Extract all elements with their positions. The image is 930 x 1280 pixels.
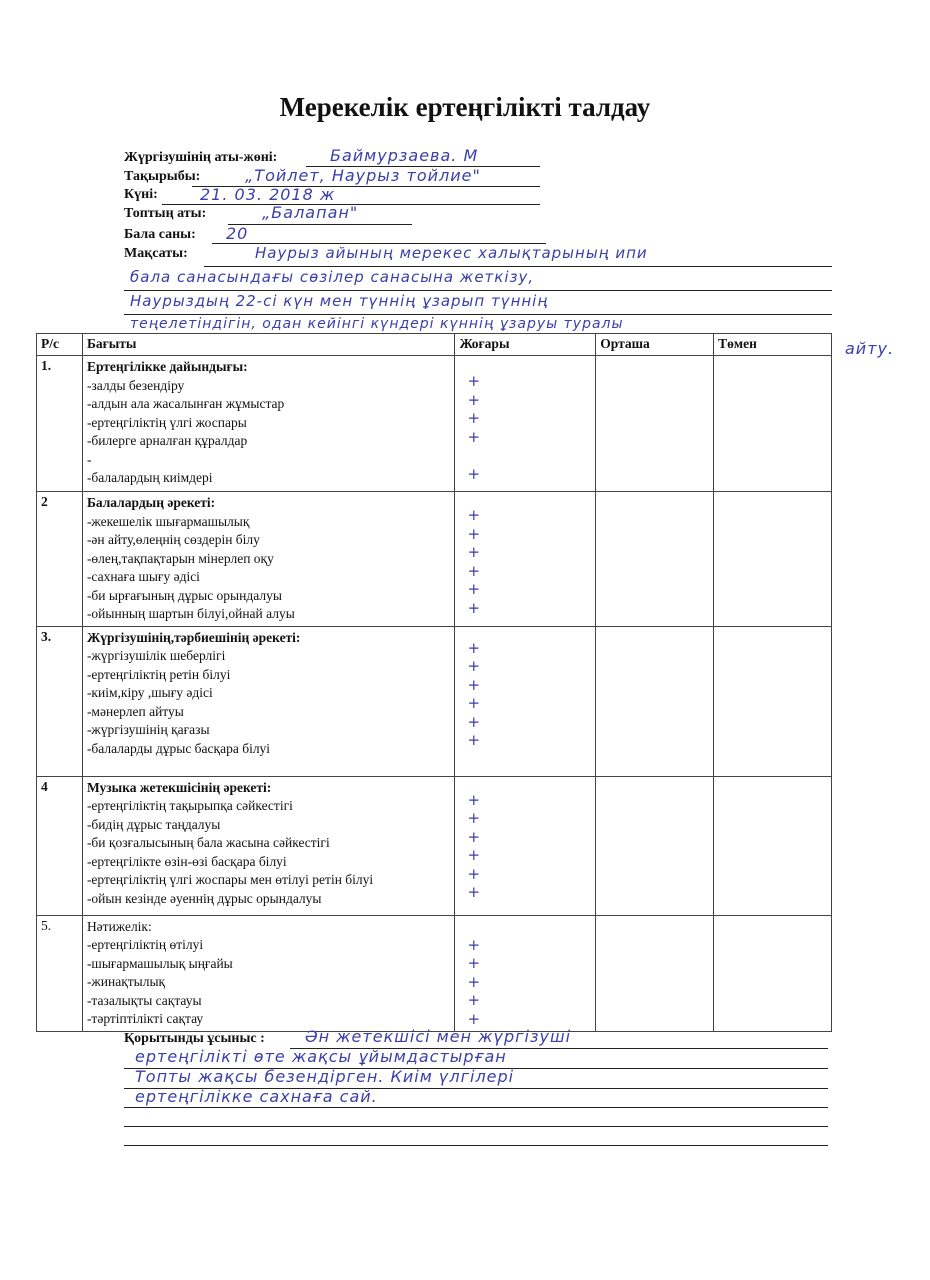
high-marks bbox=[455, 626, 596, 776]
conclusion-text-1: Ән жетекшісі мен жүргізуші bbox=[305, 1027, 572, 1046]
plus-mark: + bbox=[467, 543, 481, 561]
list-item: -ертеңгілікте өзін-өзі басқара білуі bbox=[86, 853, 287, 869]
aim-margin-text: айту. bbox=[845, 339, 895, 358]
list-item: -алдын ала жасалынған жұмыстар bbox=[86, 396, 285, 411]
list-item: -тазалықты сақтауы bbox=[86, 992, 202, 1008]
plus-mark: + bbox=[467, 524, 481, 543]
section-title: Жүргізушінің,тәрбиешінің әрекеті: bbox=[86, 629, 301, 645]
page-title: Мерекелік ертеңгілікті талдау bbox=[279, 92, 651, 122]
list-item: -киім,кіру ,шығу әдісі bbox=[86, 685, 213, 700]
table-row bbox=[37, 626, 832, 776]
medium-marks bbox=[596, 492, 714, 627]
medium-marks bbox=[596, 776, 714, 915]
list-item: -өлең,тақпақтарын мінерлеп оқу bbox=[86, 550, 274, 566]
conclusion-line-6 bbox=[124, 1145, 828, 1146]
plus-mark: + bbox=[467, 580, 481, 598]
row-direction bbox=[82, 492, 455, 627]
low-marks bbox=[714, 492, 832, 627]
conclusion-label: Қорытынды ұсыныс : bbox=[124, 1031, 265, 1046]
list-item: -ойынның шартын білуі,ойнай алуы bbox=[86, 606, 295, 621]
high-marks bbox=[455, 915, 596, 1031]
row-direction bbox=[82, 915, 455, 1031]
date-value: 21. 03. 2018 ж bbox=[200, 185, 336, 204]
plus-mark: + bbox=[467, 561, 481, 580]
plus-mark: + bbox=[467, 790, 481, 809]
list-item: -би қозғалысының бала жасына сәйкестігі bbox=[86, 835, 330, 850]
evaluation-table bbox=[36, 333, 832, 1032]
aim-text-2: бала санасындағы сөзілер санасына жеткізу, bbox=[130, 268, 535, 286]
group-value: „Балапан" bbox=[262, 203, 359, 222]
list-item: - bbox=[86, 451, 92, 467]
list-item: -билерге арналған құралдар bbox=[86, 433, 248, 448]
list-item: -ертеңгіліктің үлгі жоспары мен өтілуі ретін білуі bbox=[86, 872, 374, 887]
list-item: -тәртіптілікті сақтау bbox=[86, 1011, 204, 1026]
plus-mark: + bbox=[467, 427, 481, 446]
conclusion-line-4 bbox=[124, 1107, 828, 1108]
list-item: -балалардың киімдері bbox=[86, 470, 213, 485]
children-label: Бала саны: bbox=[124, 227, 196, 242]
topic-value: „Тойлет, Наурыз тойлие" bbox=[245, 166, 481, 185]
list-item: -сахнаға шығу әдісі bbox=[86, 569, 200, 584]
table-row bbox=[37, 776, 832, 915]
header-num: Р/с bbox=[37, 334, 83, 356]
plus-mark: + bbox=[467, 846, 481, 864]
conclusion-line-5 bbox=[124, 1126, 828, 1127]
high-marks bbox=[455, 776, 596, 915]
list-item: -бидің дұрыс таңдалуы bbox=[86, 816, 221, 832]
plus-mark: + bbox=[467, 954, 481, 972]
high-marks bbox=[455, 492, 596, 627]
children-value: 20 bbox=[226, 224, 249, 243]
section-title: Балалардың әрекеті: bbox=[86, 495, 216, 510]
row-direction bbox=[82, 356, 455, 492]
low-marks bbox=[714, 356, 832, 492]
plus-mark: + bbox=[467, 827, 481, 846]
conclusion-text-3: Топты жақсы безендірген. Киім үлгілері bbox=[135, 1067, 515, 1086]
aim-line-1 bbox=[204, 266, 832, 267]
section-title: Нәтижелік: bbox=[86, 918, 152, 934]
plus-mark: + bbox=[467, 991, 481, 1009]
plus-mark: + bbox=[467, 657, 481, 675]
list-item: -ертеңгіліктің үлгі жоспары bbox=[86, 414, 247, 430]
list-item: -жүргізушілік шеберлігі bbox=[86, 648, 226, 663]
low-marks bbox=[714, 626, 832, 776]
header-medium: Орташа bbox=[596, 334, 714, 356]
list-item: -балаларды дұрыс басқара білуі bbox=[86, 740, 271, 756]
topic-label: Тақырыбы: bbox=[124, 169, 201, 184]
header-high: Жоғары bbox=[455, 334, 596, 356]
row-num: 5. bbox=[37, 915, 83, 1031]
plus-mark: + bbox=[467, 506, 481, 524]
aim-text-4: теңелетіндігін, одан кейінгі күндері күннің ұзаруы туралы bbox=[130, 316, 624, 332]
plus-mark: + bbox=[467, 390, 481, 409]
plus-mark: + bbox=[467, 598, 481, 617]
list-item: -шығармашылық ыңғайы bbox=[86, 955, 233, 971]
aim-line-3 bbox=[124, 314, 832, 315]
table-header-row bbox=[37, 334, 832, 356]
plus-mark: + bbox=[467, 638, 481, 657]
plus-mark: + bbox=[467, 809, 481, 827]
low-marks bbox=[714, 776, 832, 915]
section-title: Музыка жетекшісінің әрекеті: bbox=[86, 779, 272, 795]
list-item: -ертеңгіліктің ретін білуі bbox=[86, 666, 231, 682]
header-direction: Бағыты bbox=[82, 334, 455, 356]
list-item: -ойын кезінде әуеннің дұрыс орындалуы bbox=[86, 890, 322, 906]
plus-mark: + bbox=[467, 409, 481, 427]
list-item: -ертеңгіліктің тақырыпқа сәйкестігі bbox=[86, 798, 293, 813]
aim-line-2 bbox=[124, 290, 832, 291]
row-num: 2 bbox=[37, 492, 83, 627]
list-item: -жинақтылық bbox=[86, 974, 166, 989]
group-label: Топтың аты: bbox=[124, 206, 207, 221]
table-row bbox=[37, 915, 832, 1031]
row-direction bbox=[82, 626, 455, 776]
table-row bbox=[37, 492, 832, 627]
group-line bbox=[228, 224, 412, 225]
conclusion-text-2: ертеңгілікті өте жақсы ұйымдастырған bbox=[135, 1047, 507, 1066]
section-title: Ертеңгілікке дайындығы: bbox=[86, 359, 248, 374]
header-low: Төмен bbox=[714, 334, 832, 356]
plus-mark: + bbox=[467, 675, 481, 694]
row-num: 1. bbox=[37, 356, 83, 492]
leader-label: Жүргізушінің аты-жөні: bbox=[124, 150, 278, 165]
medium-marks bbox=[596, 626, 714, 776]
low-marks bbox=[714, 915, 832, 1031]
list-item: -ән айту,өлеңнің сөздерін білу bbox=[86, 532, 260, 547]
date-label: Күні: bbox=[124, 187, 158, 202]
list-item: -би ырғағының дұрыс орындалуы bbox=[86, 587, 282, 603]
row-num: 3. bbox=[37, 626, 83, 776]
medium-marks bbox=[596, 915, 714, 1031]
list-item: -ертеңгіліктің өтілуі bbox=[86, 937, 204, 952]
aim-text-1: Наурыз айының мерекес халықтарының ипи bbox=[255, 244, 648, 262]
leader-value: Баймурзаева. М bbox=[330, 146, 479, 165]
plus-mark: + bbox=[467, 883, 481, 901]
plus-mark: + bbox=[467, 694, 481, 712]
medium-marks bbox=[596, 356, 714, 492]
list-item: -залды безендіру bbox=[86, 377, 185, 393]
high-marks bbox=[455, 356, 596, 492]
conclusion-text-4: ертеңгілікке сахнаға сай. bbox=[135, 1087, 378, 1106]
table-row bbox=[37, 356, 832, 492]
plus-mark: + bbox=[467, 731, 481, 749]
plus-mark: + bbox=[467, 864, 481, 883]
plus-mark: + bbox=[467, 972, 481, 991]
list-item: -мәнерлеп айтуы bbox=[86, 703, 184, 719]
list-item: -жекешелік шығармашылық bbox=[86, 513, 250, 529]
plus-mark: + bbox=[467, 372, 481, 390]
plus-mark: + bbox=[467, 712, 481, 731]
aim-label: Мақсаты: bbox=[124, 246, 188, 261]
row-direction bbox=[82, 776, 455, 915]
row-num: 4 bbox=[37, 776, 83, 915]
aim-text-3: Наурыздың 22-сі күн мен түннің ұзарып түннің bbox=[130, 292, 549, 310]
plus-mark bbox=[459, 446, 591, 465]
list-item: -жүргізушінің қағазы bbox=[86, 722, 210, 737]
plus-mark: + bbox=[467, 1009, 481, 1028]
plus-mark: + bbox=[467, 935, 481, 954]
plus-mark: + bbox=[467, 464, 481, 483]
